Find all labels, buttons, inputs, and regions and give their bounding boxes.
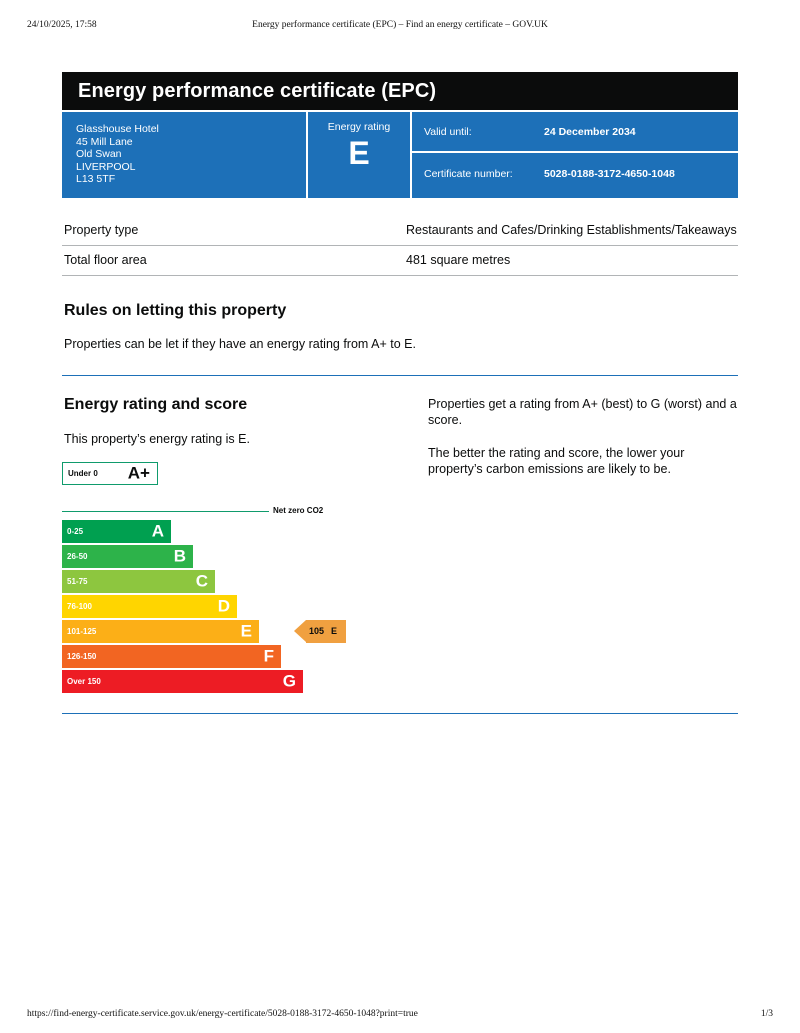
certificate-number-row (412, 153, 738, 194)
valid-until-row (412, 112, 738, 153)
band-a-plus-letter: A+ (127, 463, 150, 483)
band-g (62, 670, 303, 693)
page-title-bar (62, 72, 738, 110)
band-f-range: 126-150 (67, 651, 97, 661)
rules-section-heading: Rules on letting this property (64, 301, 287, 319)
chart-bottom-divider (62, 713, 738, 714)
print-date: 24/10/2025, 17:58 (27, 20, 97, 30)
print-document-title: Energy performance certificate (EPC) – Find an energy certificate – GOV.UK (252, 20, 548, 30)
property-type-label: Property type (64, 222, 139, 237)
net-zero-marker (62, 506, 392, 516)
address-line-4: LIVERPOOL (76, 160, 136, 173)
energy-rating-box (308, 112, 412, 198)
band-c-letter: C (195, 571, 208, 591)
band-a-plus-range: Under 0 (68, 468, 98, 478)
certificate-summary (62, 112, 738, 198)
current-band-letter: E (331, 626, 338, 637)
energy-rating-heading: Energy rating and score (64, 395, 248, 413)
certificate-meta (412, 112, 738, 198)
band-c-range: 51-75 (67, 576, 88, 586)
band-a-letter: A (151, 521, 164, 541)
certificate-page (62, 72, 738, 714)
band-c (62, 570, 215, 593)
band-g-range: Over 150 (67, 676, 101, 686)
rating-explainer-2: The better the rating and score, the lower your property’s carbon emissions are likely to be. (428, 445, 685, 477)
page-title: Energy performance certificate (EPC) (78, 79, 437, 102)
section-divider (62, 375, 738, 376)
energy-rating-subtext: This property’s energy rating is E. (64, 431, 250, 446)
energy-rating-label: Energy rating (327, 121, 391, 133)
print-url: https://find-energy-certificate.service.gov.uk/energy-certificate/5028-0188-3172-4650-1048?print=true (27, 1009, 418, 1019)
marker-body (306, 620, 346, 643)
net-zero-line (62, 511, 269, 512)
address-line-2: 45 Mill Lane (76, 135, 133, 148)
current-score-marker (294, 620, 346, 643)
net-zero-label: Net zero CO2 (273, 505, 324, 515)
address-line-1: Glasshouse Hotel (76, 123, 159, 135)
table-row (62, 246, 738, 276)
valid-until-value: 24 December 2034 (544, 125, 636, 138)
band-a (62, 520, 171, 543)
band-b (62, 545, 193, 568)
band-f-letter: F (263, 646, 274, 666)
certificate-number-value: 5028-0188-3172-4650-1048 (544, 167, 675, 180)
energy-rating-value: E (348, 135, 370, 171)
band-e-range: 101-125 (67, 626, 97, 636)
marker-arrow-icon (294, 620, 306, 642)
table-row (62, 216, 738, 246)
epc-band-chart (62, 462, 738, 691)
band-a-range: 0-25 (67, 526, 84, 536)
band-e-letter: E (240, 621, 252, 641)
certificate-number-label: Certificate number: (424, 167, 513, 180)
energy-rating-left-column (62, 396, 428, 446)
rating-explainer-1: Properties get a rating from A+ (best) to G (worst) and a score. (428, 396, 737, 428)
total-floor-area-label: Total floor area (64, 252, 147, 267)
print-page-number: 1/3 (760, 1009, 773, 1019)
current-score-value: 105 (309, 626, 325, 637)
address-postcode: L13 5TF (76, 173, 116, 186)
band-a-plus (62, 462, 158, 485)
band-d (62, 595, 237, 618)
band-e (62, 620, 259, 643)
band-d-range: 76-100 (67, 601, 92, 611)
property-type-value: Restaurants and Cafes/Drinking Establishments/Takeaways (406, 222, 737, 237)
band-b-letter: B (173, 546, 186, 566)
valid-until-label: Valid until: (424, 125, 472, 138)
address-line-3: Old Swan (76, 148, 122, 161)
band-d-letter: D (217, 596, 230, 616)
property-details-table (62, 216, 738, 276)
property-address (62, 112, 308, 198)
band-b-range: 26-50 (67, 551, 88, 561)
band-f (62, 645, 281, 668)
total-floor-area-value: 481 square metres (406, 252, 511, 267)
band-g-letter: G (282, 671, 296, 691)
rules-section-body: Properties can be let if they have an energy rating from A+ to E. (64, 336, 416, 351)
